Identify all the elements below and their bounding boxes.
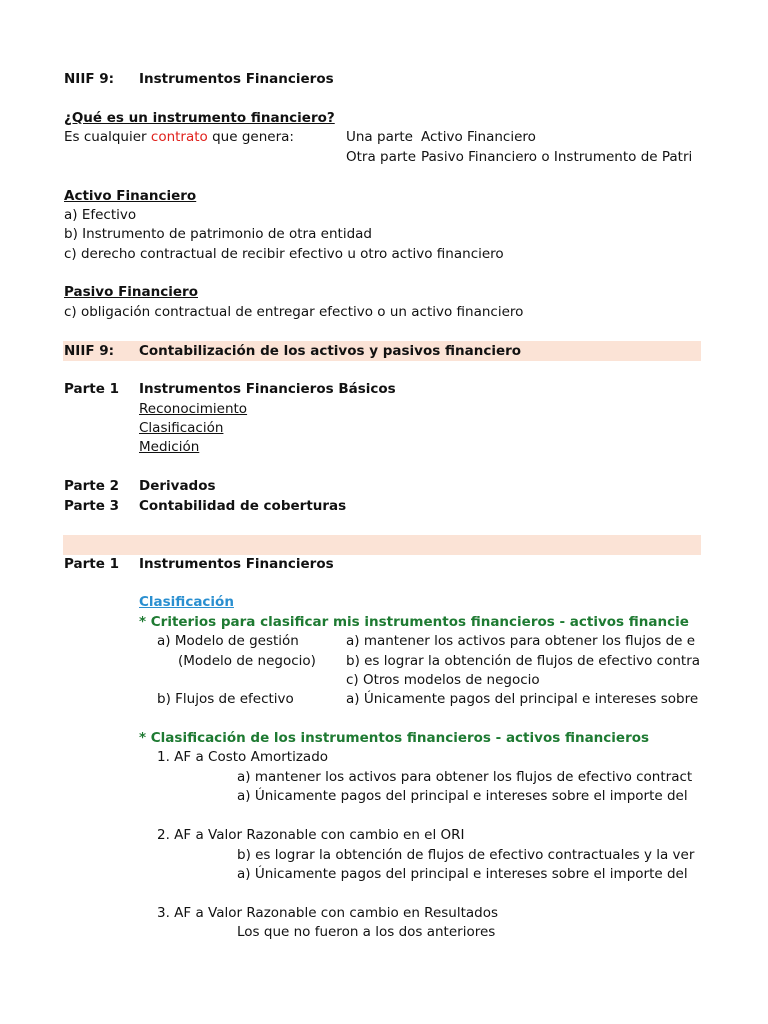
section3-title: Instrumentos Financieros [139, 556, 334, 572]
category-line: b) es lograr la obtención de flujos de efectivo contractuales y la ver [237, 847, 695, 863]
category-line: a) mantener los activos para obtener los flujos de efectivo contract [237, 769, 693, 785]
activo-item: a) Efectivo [64, 207, 137, 223]
parte1-subitem: Clasificación [139, 420, 224, 436]
parte-label: Parte 3 [64, 498, 120, 514]
party-2-label: Otra parte [346, 149, 417, 165]
parte-title: Instrumentos Financieros Básicos [139, 381, 396, 397]
activo-title: Activo Financiero [64, 188, 197, 204]
section2-title: Contabilización de los activos y pasivos financiero [139, 343, 522, 359]
modelo-option: a) mantener los activos para obtener los flujos de e [346, 633, 696, 649]
question-text: Es cualquier contrato que genera: [64, 129, 294, 145]
section3-label: Parte 1 [64, 556, 120, 572]
modelo-label: a) Modelo de gestión [157, 633, 299, 649]
pasivo-title: Pasivo Financiero [64, 284, 198, 300]
parte-label: Parte 2 [64, 478, 120, 494]
parte1-subitem: Reconocimiento [139, 401, 248, 417]
category-title: 1. AF a Costo Amortizado [157, 749, 329, 765]
party-2-value: Pasivo Financiero o Instrumento de Patri [421, 149, 693, 165]
modelo-option: b) es lograr la obtención de flujos de efectivo contra [346, 653, 701, 669]
activo-item: c) derecho contractual de recibir efectivo u otro activo financiero [64, 246, 504, 262]
section2-code: NIIF 9: [64, 343, 115, 359]
pasivo-item: c) obligación contractual de entregar efectivo o un activo financiero [64, 304, 524, 320]
clasif-title: * Clasificación de los instrumentos financieros - activos financieros [139, 730, 650, 746]
parte-title: Derivados [139, 478, 216, 494]
modelo-option: c) Otros modelos de negocio [346, 672, 540, 688]
activo-item: b) Instrumento de patrimonio de otra entidad [64, 226, 372, 242]
party-1-label: Una parte [346, 129, 413, 145]
highlight-band [63, 535, 701, 555]
category-line: a) Únicamente pagos del principal e intereses sobre el importe del [237, 866, 688, 882]
category-title: 2. AF a Valor Razonable con cambio en el ORI [157, 827, 465, 843]
parte-title: Contabilidad de coberturas [139, 498, 347, 514]
clasificacion-link[interactable]: Clasificación [139, 594, 234, 610]
parte1-subitem: Medición [139, 439, 200, 455]
category-line: Los que no fueron a los dos anteriores [237, 924, 496, 940]
niif-title: Instrumentos Financieros [139, 71, 334, 87]
flujos-option: a) Únicamente pagos del principal e intereses sobre [346, 691, 699, 707]
category-title: 3. AF a Valor Razonable con cambio en Resultados [157, 905, 499, 921]
party-1-value: Activo Financiero [421, 129, 536, 145]
parte-label: Parte 1 [64, 381, 120, 397]
contrato-keyword: contrato [150, 129, 208, 145]
question-title: ¿Qué es un instrumento financiero? [64, 110, 335, 126]
category-line: a) Únicamente pagos del principal e intereses sobre el importe del [237, 788, 688, 804]
criterios-title: * Criterios para clasificar mis instrumentos financieros - activos financie [139, 614, 689, 630]
niif-code: NIIF 9: [64, 71, 115, 87]
modelo-sub: (Modelo de negocio) [178, 653, 316, 669]
flujos-label: b) Flujos de efectivo [157, 691, 294, 707]
